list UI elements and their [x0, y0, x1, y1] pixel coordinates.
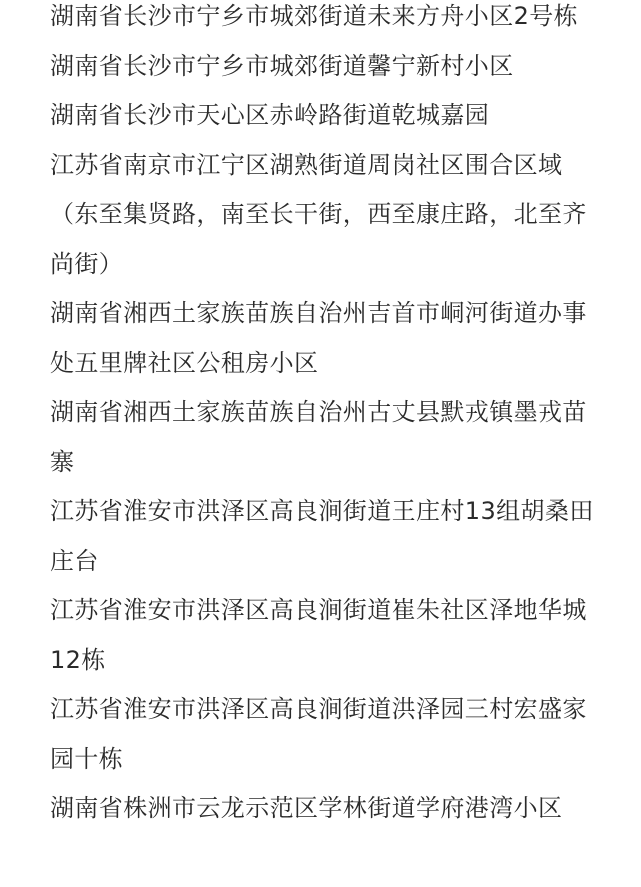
address-item: 江苏省淮安市洪泽区高良涧街道王庄村13组胡桑田庄台 — [50, 497, 594, 575]
address-item: 江苏省淮安市洪泽区高良涧街道崔朱社区泽地华城12栋 — [50, 596, 587, 674]
address-item: 湖南省长沙市天心区赤岭路街道乾城嘉园 — [50, 101, 490, 129]
address-item: 湖南省湘西土家族苗族自治州古丈县默戎镇墨戎苗寨 — [50, 398, 587, 476]
address-item: 湖南省株洲市云龙示范区学林街道学府港湾小区 — [50, 794, 563, 822]
address-item: 江苏省淮安市洪泽区高良涧街道洪泽园三村宏盛家园十栋 — [50, 695, 587, 773]
address-item: 湖南省长沙市宁乡市城郊街道未来方舟小区2号栋 — [50, 2, 579, 30]
address-item: 湖南省长沙市宁乡市城郊街道馨宁新村小区 — [50, 51, 514, 80]
address-item: 湖南省湘西土家族苗族自治州吉首市峒河街道办事处五里牌社区公租房小区 — [50, 299, 587, 377]
address-list — [50, 0, 595, 834]
address-item: 江苏省南京市江宁区湖熟街道周岗社区围合区域（东至集贤路，南至长干街，西至康庄路，北至齐尚街） — [50, 150, 587, 278]
